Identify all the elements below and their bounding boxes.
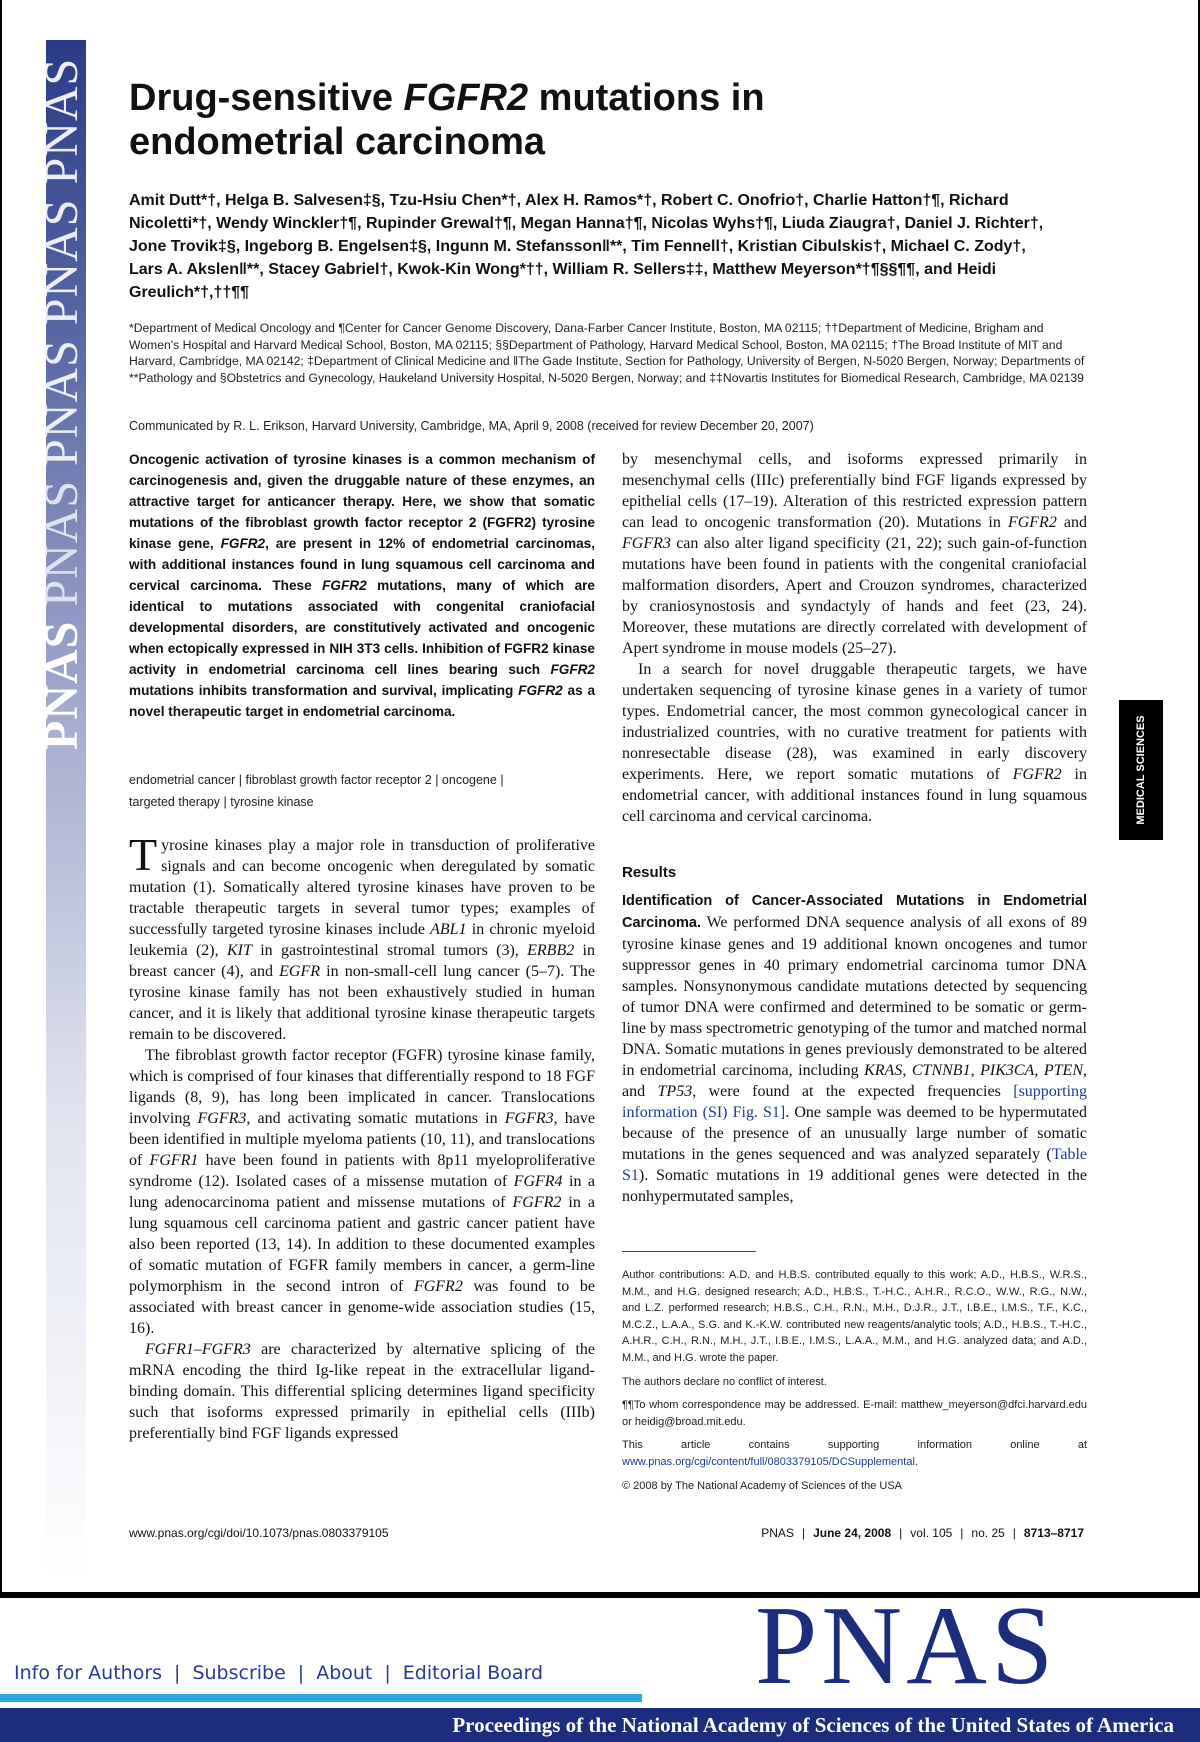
abstract: Oncogenic activation of tyrosine kinases is a common mechanism of carcinogenesis and, given the druggable nature of these enzymes, an attractive target for anticancer therapy. Here, we show that somatic mutations of the fibroblast growth factor receptor 2 (FGFR2) tyrosine kinase gene, FGFR2, are present in 12% of endometrial carcinomas, with additional instances found in lung squamous cell carcinoma and cervical carcinoma. These FGFR2 mutations, many of which are identical to mutations associated with congenital craniofacial developmental disorders, are constitutively activated and oncogenic when ectopically expressed in NIH 3T3 cells. Inhibition of FGFR2 kinase activity in endometrial carcinoma cell lines bearing such FGFR2 mutations inhibits transformation and survival, implicating FGFR2 as a novel therapeutic target in endometrial carcinoma. xyxy=(129,452,595,719)
body-paragraph: In a search for novel druggable therapeutic targets, we have undertaken sequencing of tyrosine kinase genes in a variety of tumor types. Endometrial cancer, the most common gynecological cancer in industrialized countries, with no curative treatment for patients with nonresectable disease (28), was examined in early discovery experiments. Here, we report somatic mutations of FGFR2 in endometrial cancer, with additional instances found in lung squamous cell carcinoma and cervical carcinoma. xyxy=(622,661,1088,825)
results-text xyxy=(622,890,1087,1207)
body-text-right-column xyxy=(622,449,1087,827)
sidebar-logo-text: PNAS xyxy=(35,198,88,326)
article-title: Drug-sensitive FGFR2 mutations in endometrial carcinoma xyxy=(129,77,765,163)
author-contributions: Author contributions: A.D. and H.B.S. contributed equally to this work; A.D., H.B.S., W.R.S., M.M., and H.G. designed research; A.D., H.B.S., T.-H.C., A.H.R., R.C.O., W.W., R.G., N.W., and L.Z. performed research; H.B.S., C.H., R.N., M.H., D.J.R., J.T., I.B.E., I.M.S., T.F., K.C., M.C.Z., L.A.A., S.G. and K.-K.W. contributed new reagents/analytic tools; A.D., H.B.S., T.-H.C., A.H.R., C.H., R.N., M.H., J.T., I.B.E., I.M.S., L.A.A., M.M., and H.G. analyzed data; and A.D., M.M., and H.G. wrote the paper. xyxy=(622,1269,1087,1364)
footnote-divider xyxy=(622,1251,756,1252)
affiliations: *Department of Medical Oncology and ¶Center for Cancer Genome Discovery, Dana-Farber Cancer Institute, Boston, MA 02115; ††Department of Medicine, Brigham and Women's Hospital and Harvard Medical School, Boston, MA 02115; §§Department of Pathology, Harvard Medical School, Boston, MA 02115; †The Broad Institute of MIT and Harvard, Cambridge, MA 02142; ‡Department of Clinical Medicine and ‖The Gade Institute, Section for Pathology, University of Bergen, N-5020 Bergen, Norway; Departments of **Pathology and §Obstetrics and Gynecology, Haukeland University Hospital, N-5020 Bergen, Norway; and ‡‡Novartis Institutes for Biomedical Research, Cambridge, MA 02139 xyxy=(129,321,1085,385)
banner-nav: Info for Authors | Subscribe | About | Editorial Board xyxy=(14,1662,544,1684)
copyright: © 2008 by The National Academy of Sciences of the USA xyxy=(622,1479,903,1492)
sidebar-logo-text: PNAS xyxy=(35,479,88,607)
subscribe-link[interactable]: Subscribe xyxy=(192,1662,286,1684)
subsection-heading: Identification of Cancer-Associated Mutations in Endometrial Carcinoma. xyxy=(622,893,1087,931)
results-heading: Results xyxy=(622,864,677,881)
sidebar-logo-text: PNAS xyxy=(35,620,88,750)
body-paragraph: Tyrosine kinases play a major role in transduction of proliferative signals and can become oncogenic when deregulated by somatic mutation (1). Somatically altered tyrosine kinases have proven to be tractable therapeutic targets in several tumor types; examples of successfully targeted tyrosine kinases include ABL1 in chronic myeloid leukemia (2), KIT in gastrointestinal stromal tumors (3), ERBB2 in breast cancer (4), and EGFR in non-small-cell lung cancer (5–7). The tyrosine kinase family has not been exhaustively studied in human cancer, and it is likely that additional tyrosine kinase therapeutic targets remain to be discovered. xyxy=(129,829,595,1043)
doi-link[interactable]: www.pnas.org/cgi/doi/10.1073/pnas.0803379105 xyxy=(129,1526,389,1540)
info-for-authors-link[interactable]: Info for Authors xyxy=(14,1662,163,1684)
supplemental-link[interactable]: www.pnas.org/cgi/content/full/0803379105/DCSupplemental xyxy=(622,1455,915,1468)
footnotes xyxy=(622,1267,1087,1501)
section-tab xyxy=(1119,700,1163,840)
conflict-statement: The authors declare no conflict of interest. xyxy=(622,1375,827,1388)
communicated-by: Communicated by R. L. Erikson, Harvard University, Cambridge, MA, April 9, 2008 (received for review December 20, 2007) xyxy=(129,419,814,433)
pnas-sidebar-logo xyxy=(32,57,92,750)
table-s1-link[interactable]: Table S1 xyxy=(622,1146,1087,1184)
body-paragraph: FGFR1–FGFR3 are characterized by alternative splicing of the mRNA encoding the third Ig-like repeat in the extracellular ligand-binding domain. This differential splicing determines ligand specificity such that isoforms expressed primarily in epithelial cells (IIIb) preferentially bind FGF ligands expressed xyxy=(129,1341,595,1442)
correspondence-note: ¶¶To whom correspondence may be addressed. E-mail: matthew_meyerson@dfci.harvard.edu or heidig@broad.mit.edu. xyxy=(622,1399,1087,1428)
sidebar-logo-text: PNAS xyxy=(35,339,88,466)
journal-citation: PNAS | June 24, 2008 | vol. 105 | no. 25 | 8713–8717 xyxy=(761,1526,1084,1540)
author-list: Amit Dutt*†, Helga B. Salvesen‡§, Tzu-Hsiu Chen*†, Alex H. Ramos*†, Robert C. Onofrio†, Charlie Hatton†¶, Richard Nicoletti*†, Wendy Winckler†¶, Rupinder Grewal†¶, Megan Hanna†¶, Nicolas Wyhs†¶, Liuda Ziaugra†, Daniel J. Richter†, Jone Trovik‡§, Ingeborg B. Engelsen‡§, Ingunn M. Stefansson‖**, Tim Fennell†, Kristian Cibulskis†, Michael C. Zody†, Lars A. Akslen‖**, Stacey Gabriel†, Kwok-Kin Wong*††, William R. Sellers‡‡, Matthew Meyerson*†¶§§¶¶, and Heidi Greulich*†,††¶¶ xyxy=(129,192,1044,301)
body-paragraph: The fibroblast growth factor receptor (FGFR) tyrosine kinase family, which is comprised of four kinases that differentially respond to 18 FGF ligands (8, 9), has long been implicated in cancer. Translocations involving FGFR3, and activating somatic mutations in FGFR3, have been identified in multiple myeloma patients (10, 11), and translocations of FGFR1 have been found in patients with 8p11 myeloproliferative syndrome (12). Isolated cases of a missense mutation of FGFR4 in a lung adenocarcinoma patient and missense mutations of FGFR2 in a lung squamous cell carcinoma patient and gastric cancer patient have also been reported (13, 14). In addition to these documented examples of somatic mutation of FGFR family members in cancer, a germ-line polymorphism in the second intron of FGFR2 was found to be associated with breast cancer in genome-wide association studies (15, 16). xyxy=(129,1047,596,1337)
sidebar-logo-text: PNAS xyxy=(35,57,88,185)
body-paragraph: by mesenchymal cells, and isoforms expressed primarily in mesenchymal cells (IIIc) preferentially bind FGF ligands expressed by epithelial cells (17–19). Alteration of this restricted expression pattern can lead to oncogenic transformation (20). Mutations in FGFR2 and FGFR3 can also alter ligand specificity (21, 22); such gain-of-function mutations have been found in patients with the congenital craniofacial malformation disorders, Apert and Crouzon syndromes, characterized by craniosynostosis and syndactyly of hands and feet (23, 24). Moreover, these mutations are directly correlated with development of Apert syndrome in mouse models (25–27). xyxy=(622,451,1088,657)
body-text-left-column xyxy=(129,829,596,1444)
pnas-logo[interactable]: PNAS xyxy=(755,1584,1058,1708)
body-paragraph: Identification of Cancer-Associated Mutations in Endometrial Carcinoma. We performed DNA sequence analysis of all exons of 89 tyrosine kinase genes and 19 additional known oncogenes and tumor suppressor genes in 40 primary endometrial carcinoma tumor DNA samples. Nonsynonymous candidate mutations detected by sequencing of tumor DNA were confirmed and determined to be somatic or germ-line by mass spectrometric genotyping of the tumor and matched normal DNA. Somatic mutations in genes previously demonstrated to be altered in endometrial carcinoma, including KRAS, CTNNB1, PIK3CA, PTEN, and TP53, were found at the expected frequencies [supporting information (SI) Fig. S1]. One sample was deemed to be hypermutated because of the presence of an unusually large number of somatic mutations in the genes sequenced and was analyzed separately (Table S1). Somatic mutations in 19 additional genes were detected in the nonhypermutated samples, xyxy=(622,893,1088,1205)
supporting-info-note: This article contains supporting information online at www.pnas.org/cgi/content/full/0803379105/DCSupplemental. xyxy=(622,1439,1087,1468)
article-page xyxy=(2,0,1198,1592)
section-tab-label: MEDICAL SCIENCES xyxy=(1135,715,1147,825)
banner-accent-bar xyxy=(0,1694,642,1702)
si-figure-link[interactable]: [supporting information (SI) Fig. S1] xyxy=(622,1083,1088,1121)
keywords: endometrial cancer | fibroblast growth factor receptor 2 | oncogene | targeted therapy | tyrosine kinase xyxy=(129,773,504,809)
editorial-board-link[interactable]: Editorial Board xyxy=(402,1662,544,1684)
banner-tagline: Proceedings of the National Academy of Sciences of the United States of America xyxy=(452,1713,1174,1737)
drop-cap: T xyxy=(129,829,158,880)
about-link[interactable]: About xyxy=(316,1662,373,1684)
